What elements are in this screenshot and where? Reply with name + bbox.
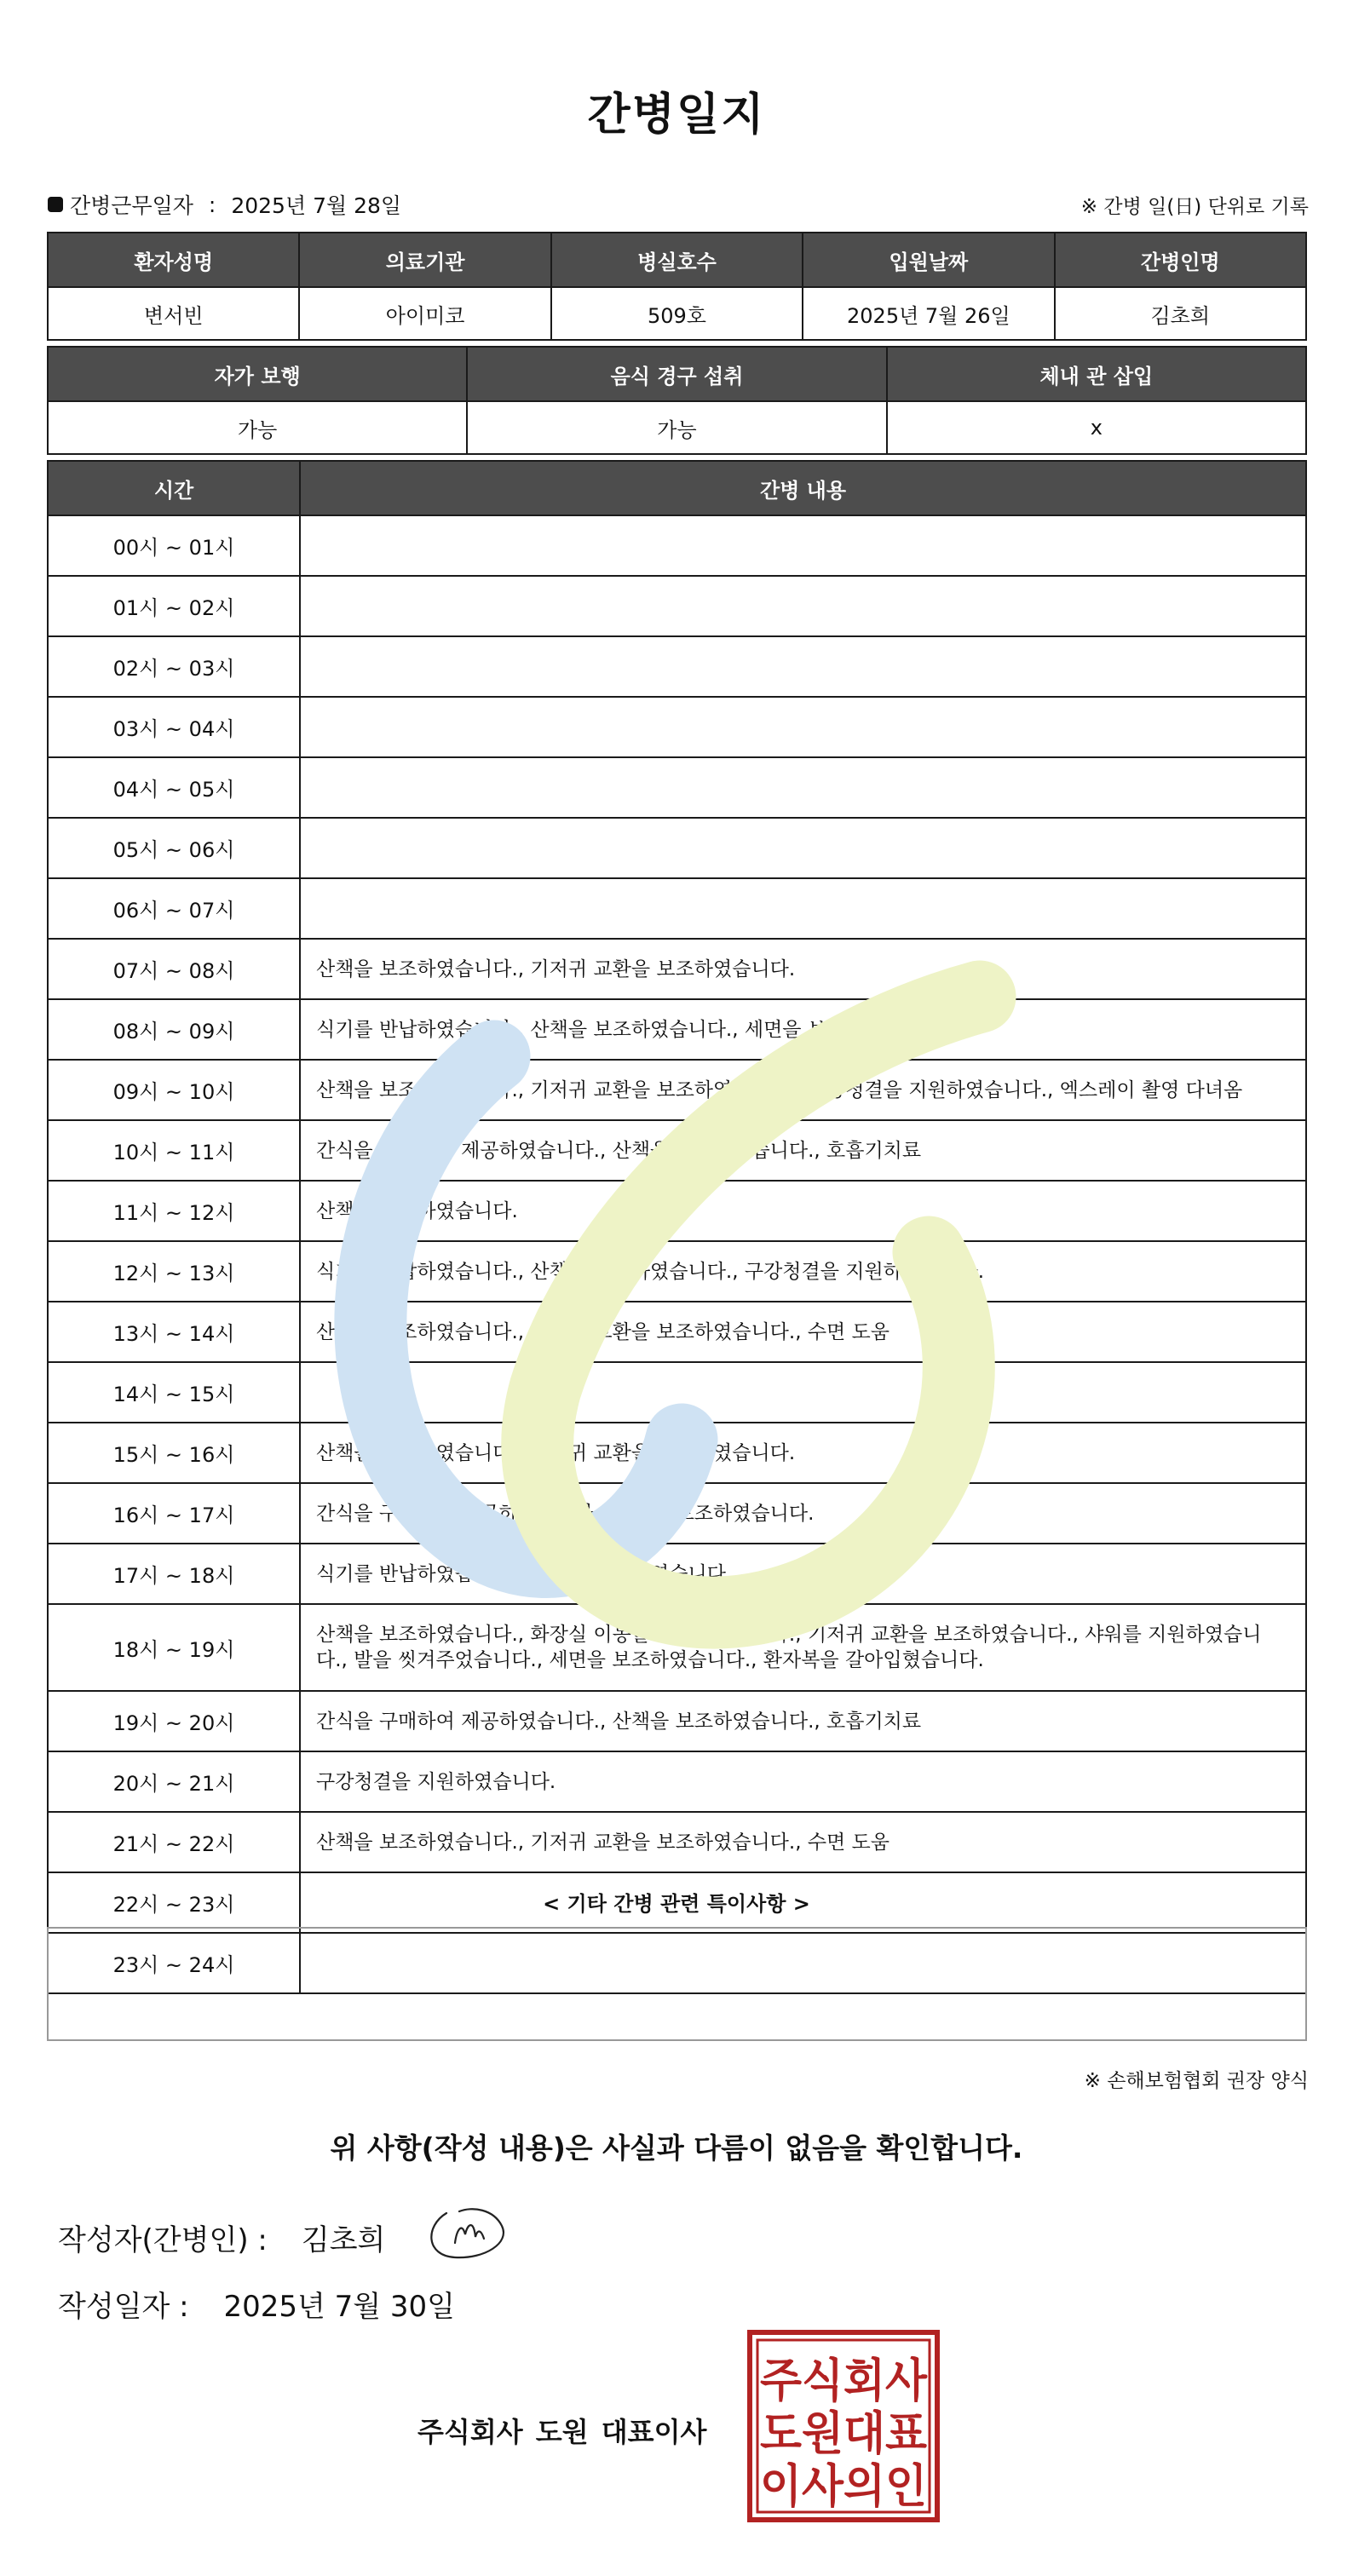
work-date-label: 간병근무일자 (70, 193, 193, 218)
content-cell: 간식을 구매하여 제공하였습니다., 산책을 보조하였습니다., 호흡기치료 (300, 1691, 1306, 1751)
square-bullet-icon (48, 197, 63, 212)
time-cell: 03시 ~ 04시 (48, 697, 300, 757)
time-cell: 16시 ~ 17시 (48, 1483, 300, 1544)
content-cell: 산책을 보조하였습니다., 화장실 이동을 보조하였습니다., 기저귀 교환을 보조하였습니다., 샤워를 지원하였습니다., 발을 씻겨주었습니다., 세면을 보조하였습니다., 환자복을 갈아입혔습니다. (300, 1604, 1306, 1691)
notes-title: < 기타 간병 관련 특이사항 > (543, 1892, 810, 1916)
time-cell: 05시 ~ 06시 (48, 818, 300, 878)
care-log-row (48, 1423, 1306, 1483)
care-log-table (47, 460, 1307, 1994)
care-log-row (48, 1483, 1306, 1544)
time-cell: 01시 ~ 02시 (48, 576, 300, 636)
patient-status-value: x (887, 401, 1306, 454)
care-log-body (48, 515, 1306, 1993)
patient-info-value-row (48, 287, 1306, 340)
time-cell: 06시 ~ 07시 (48, 878, 300, 939)
content-cell: 간식을 구매하여 제공하였습니다., 산책을 보조하였습니다. (300, 1483, 1306, 1544)
time-cell: 09시 ~ 10시 (48, 1060, 300, 1120)
content-cell: 간식을 구매하여 제공하였습니다., 산책을 보조하였습니다., 호흡기치료 (300, 1120, 1306, 1181)
content-column-header: 간병 내용 (300, 461, 1306, 515)
care-log-row (48, 1691, 1306, 1751)
work-date-line (48, 189, 401, 220)
care-log-row (48, 1120, 1306, 1181)
patient-status-header: 음식 경구 섭취 (467, 347, 886, 401)
content-cell (300, 636, 1306, 697)
content-cell (300, 757, 1306, 818)
time-cell: 23시 ~ 24시 (48, 1933, 300, 1993)
patient-info-header-row (48, 233, 1306, 287)
care-log-row (48, 818, 1306, 878)
company-representative: 주식회사 도원 대표이사 (417, 2416, 707, 2448)
patient-info-value: 509호 (551, 287, 803, 340)
patient-info-value: 아이미코 (299, 287, 550, 340)
time-cell: 18시 ~ 19시 (48, 1604, 300, 1691)
content-cell: 산책을 보조하였습니다., 기저귀 교환을 보조하였습니다. (300, 939, 1306, 999)
recommend-note: ※ 손해보험협회 권장 양식 (1084, 2070, 1309, 2092)
written-date-line (58, 2283, 455, 2325)
writer-label: 작성자(간병인) : (58, 2223, 268, 2257)
content-cell (300, 515, 1306, 576)
unit-note: ※ 간병 일(日) 단위로 기록 (1080, 196, 1309, 218)
time-cell: 22시 ~ 23시 (48, 1872, 300, 1933)
care-log-row (48, 1302, 1306, 1362)
notes-box (47, 1927, 1307, 2041)
care-log-row (48, 1181, 1306, 1241)
writer-line (58, 2217, 385, 2258)
care-log-header-row (48, 461, 1306, 515)
svg-text:도원대표: 도원대표 (760, 2406, 927, 2460)
patient-status-value-row (48, 401, 1306, 454)
patient-info-table (47, 232, 1307, 341)
care-log-row (48, 1362, 1306, 1423)
care-log-row (48, 1751, 1306, 1812)
patient-info-value: 김초희 (1055, 287, 1306, 340)
time-cell: 11시 ~ 12시 (48, 1181, 300, 1241)
patient-info-header: 입원날짜 (803, 233, 1054, 287)
work-date-separator: : (208, 192, 216, 217)
content-cell: 식기를 반납하였습니다., 산책을 보조하였습니다., 구강청결을 지원하였습니다. (300, 1241, 1306, 1302)
time-cell: 13시 ~ 14시 (48, 1302, 300, 1362)
signature-icon (421, 2196, 515, 2264)
content-cell: 식기를 반납하였습니다., 산책을 보조하였습니다. (300, 1544, 1306, 1604)
care-log-row (48, 1604, 1306, 1691)
time-cell: 14시 ~ 15시 (48, 1362, 300, 1423)
care-log-row (48, 1544, 1306, 1604)
content-cell (300, 818, 1306, 878)
time-column-header: 시간 (48, 461, 300, 515)
content-cell: 산책을 보조하였습니다. (300, 1181, 1306, 1241)
patient-status-table (47, 346, 1307, 455)
time-cell: 02시 ~ 03시 (48, 636, 300, 697)
content-cell (300, 697, 1306, 757)
patient-status-value: 가능 (48, 401, 467, 454)
content-cell: 구강청결을 지원하였습니다. (300, 1751, 1306, 1812)
care-log-row (48, 939, 1306, 999)
time-cell: 20시 ~ 21시 (48, 1751, 300, 1812)
patient-info-header: 환자성명 (48, 233, 299, 287)
content-cell: 산책을 보조하였습니다., 기저귀 교환을 보조하였습니다. (300, 1423, 1306, 1483)
care-log-row (48, 515, 1306, 576)
time-cell: 00시 ~ 01시 (48, 515, 300, 576)
company-seal-icon (747, 2330, 940, 2522)
time-cell: 19시 ~ 20시 (48, 1691, 300, 1751)
content-cell (300, 878, 1306, 939)
care-log-row (48, 999, 1306, 1060)
patient-info-value: 변서빈 (48, 287, 299, 340)
time-cell: 10시 ~ 11시 (48, 1120, 300, 1181)
care-log-row (48, 636, 1306, 697)
care-log-row (48, 576, 1306, 636)
content-cell: 산책을 보조하였습니다., 기저귀 교환을 보조하였습니다., 수면 도움 (300, 1812, 1306, 1872)
patient-status-header: 체내 관 삽입 (887, 347, 1306, 401)
written-date-label: 작성일자 : (58, 2290, 189, 2324)
time-cell: 07시 ~ 08시 (48, 939, 300, 999)
patient-status-value: 가능 (467, 401, 886, 454)
written-date-value: 2025년 7월 30일 (223, 2290, 456, 2324)
content-cell (300, 576, 1306, 636)
patient-info-header: 병실호수 (551, 233, 803, 287)
patient-status-header: 자가 보행 (48, 347, 467, 401)
page-title: 간병일지 (587, 89, 766, 141)
care-log-row (48, 1241, 1306, 1302)
care-log-row (48, 697, 1306, 757)
svg-text:이사의인: 이사의인 (760, 2458, 927, 2513)
svg-text:주식회사: 주식회사 (760, 2353, 928, 2407)
patient-status-header-row (48, 347, 1306, 401)
time-cell: 17시 ~ 18시 (48, 1544, 300, 1604)
work-date-value: 2025년 7월 28일 (231, 193, 402, 218)
content-cell (300, 1362, 1306, 1423)
content-cell: 식기를 반납하였습니다., 산책을 보조하였습니다., 세면을 보조하였습니다. (300, 999, 1306, 1060)
writer-name: 김초희 (301, 2223, 386, 2257)
time-cell: 08시 ~ 09시 (48, 999, 300, 1060)
care-log-row (48, 1060, 1306, 1120)
time-cell: 21시 ~ 22시 (48, 1812, 300, 1872)
care-log-row (48, 757, 1306, 818)
patient-info-value: 2025년 7월 26일 (803, 287, 1054, 340)
content-cell: 산책을 보조하였습니다., 기저귀 교환을 보조하였습니다., 구강청결을 지원하였습니다., 엑스레이 촬영 다녀옴 (300, 1060, 1306, 1120)
care-log-row (48, 878, 1306, 939)
care-log-row (48, 1812, 1306, 1872)
patient-info-header: 간병인명 (1055, 233, 1306, 287)
content-cell: 산책을 보조하였습니다., 기저귀 교환을 보조하였습니다., 수면 도움 (300, 1302, 1306, 1362)
time-cell: 12시 ~ 13시 (48, 1241, 300, 1302)
confirmation-statement: 위 사항(작성 내용)은 사실과 다름이 없음을 확인합니다. (330, 2131, 1023, 2165)
patient-info-header: 의료기관 (299, 233, 550, 287)
time-cell: 15시 ~ 16시 (48, 1423, 300, 1483)
time-cell: 04시 ~ 05시 (48, 757, 300, 818)
